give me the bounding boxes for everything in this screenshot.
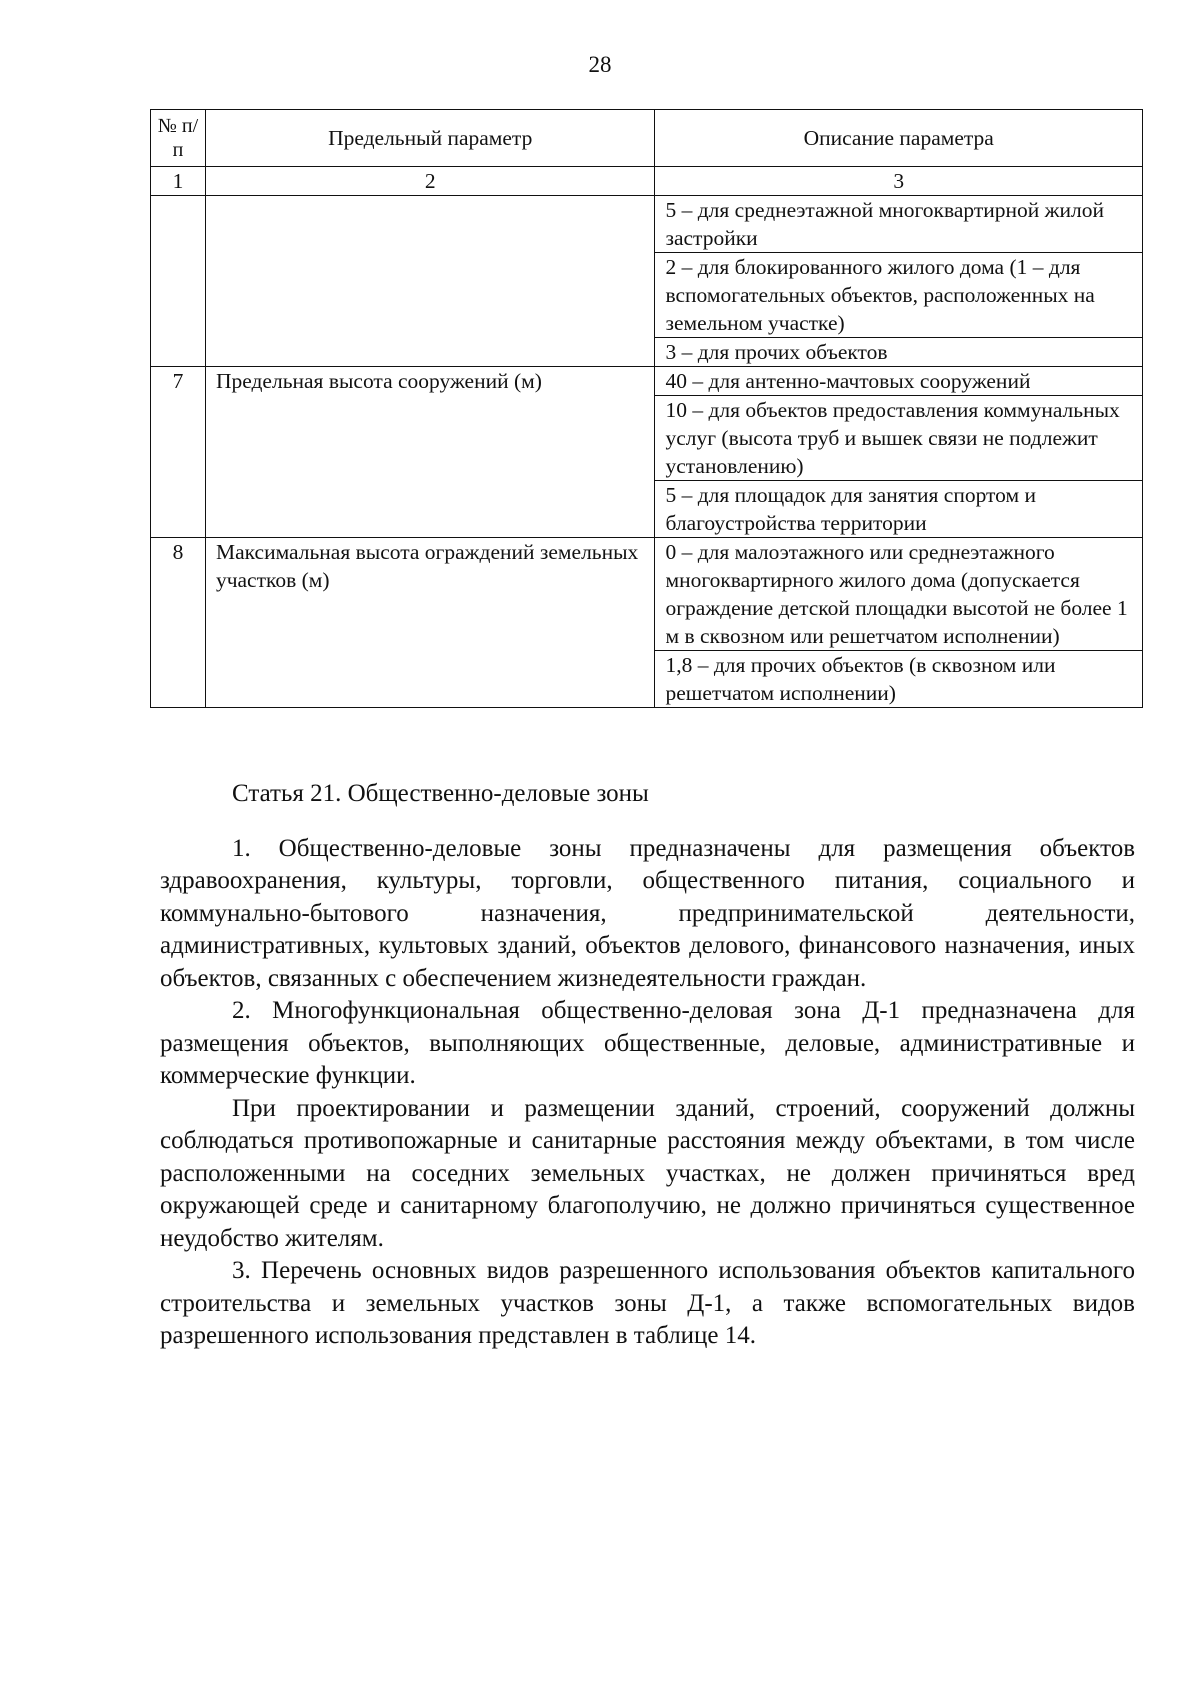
column-number-1: 1 — [151, 167, 206, 196]
paragraph: 1. Общественно-деловые зоны предназначены для размещения объектов здравоохранения, культуры, торговли, общественного питания, социального и коммунально-бытового назначения, предпринимательской деятельности, административных, культовых зданий, объектов делового, финансового назначения, иных объектов, связанных с обеспечением жизнедеятельности граждан. — [160, 834, 1135, 992]
table-row — [151, 367, 1143, 396]
header-desc: Описание параметра — [655, 110, 1143, 167]
table-cell-desc: 10 – для объектов предоставления коммунальных услуг (высота труб и вышек связи не подлежит установлению) — [655, 396, 1143, 481]
paragraph: 3. Перечень основных видов разрешенного использования объектов капитального строительства и земельных участков зоны Д-1, а также вспомогательных видов разрешенного использования представлен в таблице 14. — [160, 1257, 1135, 1349]
table-cell-desc: 0 – для малоэтажного или среднеэтажного многоквартирного жилого дома (допускается ограждение детской площадки высотой не более 1 м в сквозном или решетчатом исполнении) — [655, 538, 1143, 651]
page-number: 28 — [588, 52, 612, 77]
table-cell-desc: 1,8 – для прочих объектов (в сквозном или решетчатом исполнении) — [655, 651, 1143, 708]
table-cell-num: 7 — [151, 367, 206, 538]
table-cell-param — [205, 196, 655, 367]
header-num: № п/п — [151, 110, 206, 167]
table-cell-num: 8 — [151, 538, 206, 708]
parameters-table — [150, 109, 1143, 708]
paragraph: При проектировании и размещении зданий, строений, сооружений должны соблюдаться противопожарные и санитарные расстояния между объектами, в том числе расположенными на соседних земельных участках, не должен причиняться вред окружающей среде и санитарному благополучию, не должно причиняться существенное неудобство жителям. — [160, 1094, 1135, 1252]
column-number-row — [151, 167, 1143, 196]
table-cell-desc: 5 – для площадок для занятия спортом и благоустройства территории — [655, 481, 1143, 538]
table-header-row — [151, 110, 1143, 167]
column-number-2: 2 — [205, 167, 655, 196]
table-cell-desc: 40 – для антенно-мачтовых сооружений — [655, 367, 1143, 396]
column-number-3: 3 — [655, 167, 1143, 196]
table-cell-num — [151, 196, 206, 367]
paragraph: 2. Многофункциональная общественно-деловая зона Д-1 предназначена для размещения объектов, выполняющих общественные, деловые, административные и коммерческие функции. — [160, 997, 1135, 1089]
header-param: Предельный параметр — [205, 110, 655, 167]
table-cell-desc: 3 – для прочих объектов — [655, 338, 1143, 367]
article-title: Статья 21. Общественно-деловые зоны — [232, 780, 649, 807]
table-cell-param: Предельная высота сооружений (м) — [205, 367, 655, 538]
article-content — [160, 778, 1135, 1353]
table-row — [151, 538, 1143, 651]
table-cell-param: Максимальная высота ограждений земельных участков (м) — [205, 538, 655, 708]
table-row — [151, 196, 1143, 253]
table-cell-desc: 5 – для среднеэтажной многоквартирной жилой застройки — [655, 196, 1143, 253]
table-cell-desc: 2 – для блокированного жилого дома (1 – для вспомогательных объектов, расположенных на земельном участке) — [655, 253, 1143, 338]
